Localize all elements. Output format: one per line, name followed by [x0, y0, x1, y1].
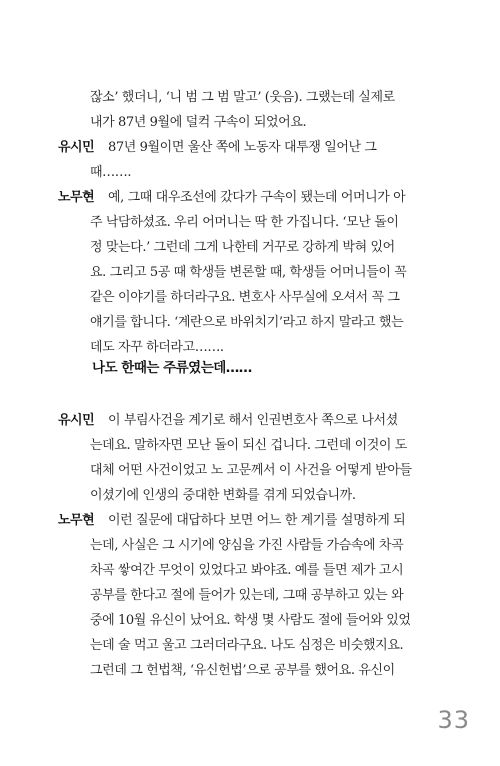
page-number: 33 — [437, 706, 470, 734]
text-line: 정 맞는다.’ 그런데 그게 나한테 거꾸로 강하게 박혀 있어 — [90, 240, 395, 255]
text-line: 중에 10월 유신이 났어요. 학생 몇 사람도 절에 들어와 있었 — [90, 613, 411, 628]
text-line: 내가 87년 9월에 덜컥 구속이 되었어요. — [90, 115, 307, 130]
text-line: 그런데 그 헌법책, ‘유신헌법’으로 공부를 했어요. 유신이 — [90, 663, 395, 678]
text-line: 는데, 사실은 그 시기에 양심을 가진 사람들 가슴속에 차곡 — [90, 538, 404, 553]
section-heading: 나도 한때는 주류였는데…… — [92, 360, 252, 376]
text-line: 대체 어떤 사건이었고 노 고문께서 이 사건을 어떻게 받아들 — [90, 463, 412, 478]
text-line: 때……. — [90, 165, 132, 180]
text-line: 는데 술 먹고 울고 그러더라구요. 나도 심정은 비슷했지요. — [90, 638, 404, 653]
text-line: 데도 자꾸 하더라고……. — [90, 340, 224, 355]
text-line: 차곡 쌓여간 무엇이 있었다고 봐야죠. 예를 들면 제가 고시 — [90, 563, 404, 578]
text-line: 87년 9월이면 울산 쪽에 노동자 대투쟁 일어난 그 — [108, 140, 377, 155]
text-line: 예, 그때 대우조선에 갔다가 구속이 됐는데 어머니가 아 — [108, 190, 406, 205]
text-line: 는데요. 말하자면 모난 돌이 되신 겁니다. 그런데 이것이 도 — [90, 438, 407, 453]
text-line: 주 낙담하셨죠. 우리 어머니는 딱 한 가집니다. ‘모난 돌이 — [90, 215, 399, 230]
text-line: 이 부림사건을 계기로 해서 인권변호사 쪽으로 나서셨 — [108, 413, 398, 428]
speaker-label: 노무현 — [58, 190, 95, 205]
text-line: 같은 이야기를 하더라구요. 변호사 사무실에 오셔서 꼭 그 — [90, 290, 400, 305]
text-line: 이셨기에 인생의 중대한 변화를 겪게 되었습니까. — [90, 488, 356, 503]
speaker-label: 유시민 — [58, 413, 95, 428]
text-line: 이런 질문에 대답하다 보면 어느 한 계기를 설명하게 되 — [108, 513, 406, 528]
text-line: 잖소’ 했더니, ‘니 범 그 범 말고’ (웃음). 그랬는데 실제로 — [90, 90, 395, 105]
text-line: 요. 그리고 5공 때 학생들 변론할 때, 학생들 어머니들이 꼭 — [90, 265, 407, 280]
speaker-label: 유시민 — [58, 140, 95, 155]
text-line: 얘기를 합니다. ‘계란으로 바위치기’라고 하지 말라고 했는 — [90, 315, 404, 330]
speaker-label: 노무현 — [58, 513, 95, 528]
text-line: 공부를 한다고 절에 들어가 있는데, 그때 공부하고 있는 와 — [90, 588, 404, 603]
